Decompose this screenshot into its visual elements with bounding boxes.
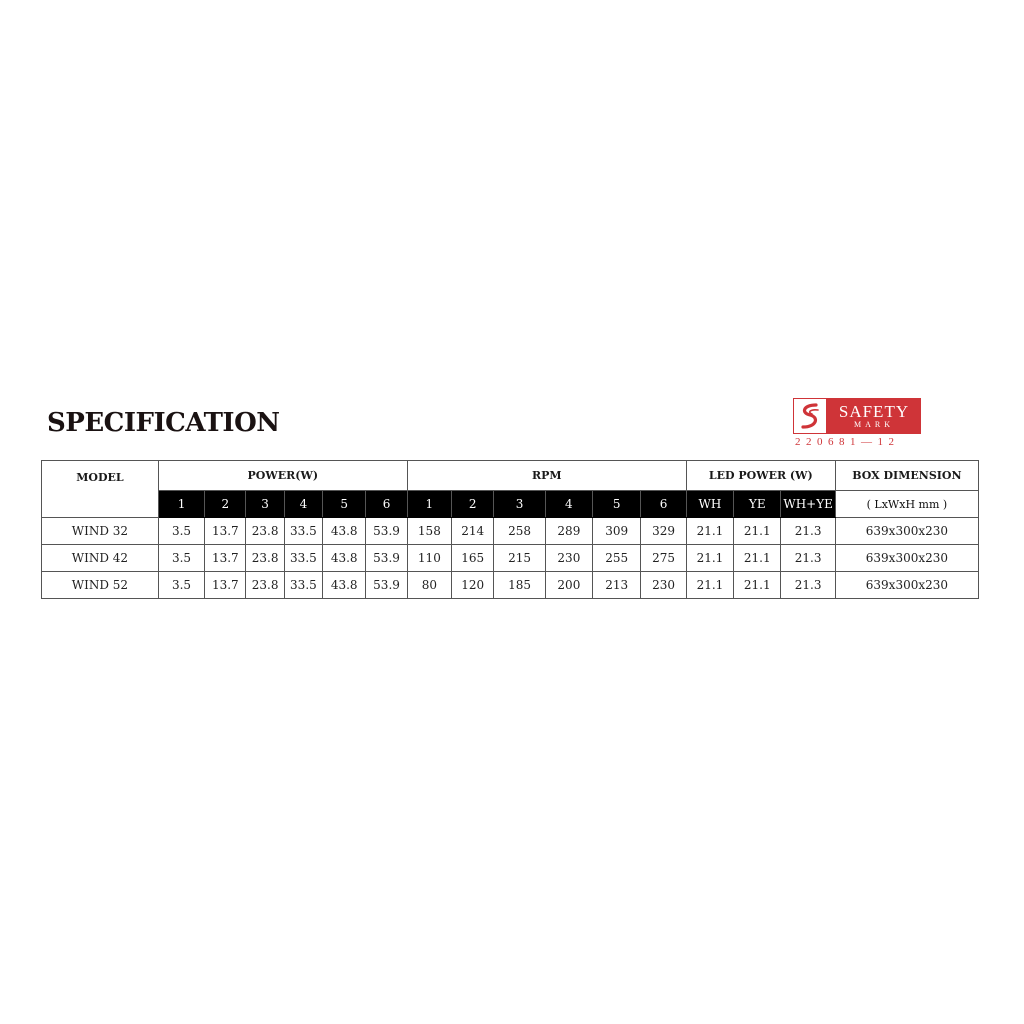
led-cell: 21.1	[734, 572, 781, 599]
power-level-5: 5	[323, 491, 366, 518]
power-level-6: 6	[366, 491, 407, 518]
power-level-1: 1	[158, 491, 204, 518]
power-cell: 53.9	[366, 545, 407, 572]
power-cell: 33.5	[284, 518, 322, 545]
rpm-cell: 329	[641, 518, 686, 545]
power-cell: 3.5	[158, 518, 204, 545]
rpm-cell: 215	[494, 545, 545, 572]
power-cell: 53.9	[366, 518, 407, 545]
safety-mark-code: 220681—12	[795, 436, 900, 448]
rpm-cell: 120	[452, 572, 494, 599]
power-level-3: 3	[246, 491, 284, 518]
safety-mark-label: MARK	[853, 419, 894, 429]
rpm-cell: 80	[407, 572, 451, 599]
power-cell: 43.8	[323, 545, 366, 572]
header-led-power: LED POWER (W)	[686, 461, 835, 491]
rpm-cell: 200	[545, 572, 592, 599]
rpm-cell: 214	[452, 518, 494, 545]
power-cell: 23.8	[246, 545, 284, 572]
power-cell: 33.5	[284, 572, 322, 599]
power-level-4: 4	[284, 491, 322, 518]
power-cell: 23.8	[246, 572, 284, 599]
power-cell: 43.8	[323, 572, 366, 599]
power-cell: 3.5	[158, 572, 204, 599]
box-dimension-unit: ( LxWxH mm )	[835, 491, 978, 518]
led-cell: 21.1	[686, 518, 733, 545]
header-model: MODEL	[42, 461, 159, 518]
power-cell: 13.7	[205, 572, 246, 599]
power-cell: 33.5	[284, 545, 322, 572]
rpm-cell: 213	[593, 572, 641, 599]
power-cell: 53.9	[366, 572, 407, 599]
specification-table	[41, 460, 979, 599]
rpm-cell: 158	[407, 518, 451, 545]
rpm-level-4: 4	[545, 491, 592, 518]
power-cell: 3.5	[158, 545, 204, 572]
power-cell: 23.8	[246, 518, 284, 545]
power-level-2: 2	[205, 491, 246, 518]
rpm-level-3: 3	[494, 491, 545, 518]
led-cell: 21.1	[734, 545, 781, 572]
safety-mark-badge	[793, 398, 921, 450]
rpm-cell: 165	[452, 545, 494, 572]
safety-mark-box	[793, 398, 921, 434]
safety-s-logo-icon	[793, 398, 827, 434]
rpm-cell: 110	[407, 545, 451, 572]
led-cell: 21.1	[686, 572, 733, 599]
rpm-cell: 258	[494, 518, 545, 545]
led-wh-ye: WH+YE	[781, 491, 835, 518]
header-power: POWER(W)	[158, 461, 407, 491]
model-cell: WIND 52	[42, 572, 159, 599]
box-dimension-cell: 639x300x230	[835, 572, 978, 599]
led-ye: YE	[734, 491, 781, 518]
led-cell: 21.1	[686, 545, 733, 572]
rpm-level-6: 6	[641, 491, 686, 518]
table-row	[42, 572, 979, 599]
rpm-cell: 275	[641, 545, 686, 572]
header-rpm: RPM	[407, 461, 686, 491]
rpm-cell: 185	[494, 572, 545, 599]
header-box-dimension: BOX DIMENSION	[835, 461, 978, 491]
led-cell: 21.3	[781, 518, 835, 545]
rpm-cell: 230	[545, 545, 592, 572]
table-subheader-row	[42, 491, 979, 518]
led-cell: 21.3	[781, 545, 835, 572]
rpm-level-5: 5	[593, 491, 641, 518]
table-row	[42, 518, 979, 545]
led-cell: 21.1	[734, 518, 781, 545]
model-cell: WIND 32	[42, 518, 159, 545]
rpm-cell: 309	[593, 518, 641, 545]
rpm-cell: 289	[545, 518, 592, 545]
rpm-level-1: 1	[407, 491, 451, 518]
rpm-level-2: 2	[452, 491, 494, 518]
led-cell: 21.3	[781, 572, 835, 599]
led-wh: WH	[686, 491, 733, 518]
power-cell: 13.7	[205, 545, 246, 572]
power-cell: 13.7	[205, 518, 246, 545]
box-dimension-cell: 639x300x230	[835, 545, 978, 572]
table-row	[42, 545, 979, 572]
rpm-cell: 230	[641, 572, 686, 599]
rpm-cell: 255	[593, 545, 641, 572]
model-cell: WIND 42	[42, 545, 159, 572]
power-cell: 43.8	[323, 518, 366, 545]
page-title: SPECIFICATION	[47, 408, 280, 438]
safety-word: SAFETY	[838, 401, 910, 421]
table-header-row	[42, 461, 979, 491]
box-dimension-cell: 639x300x230	[835, 518, 978, 545]
